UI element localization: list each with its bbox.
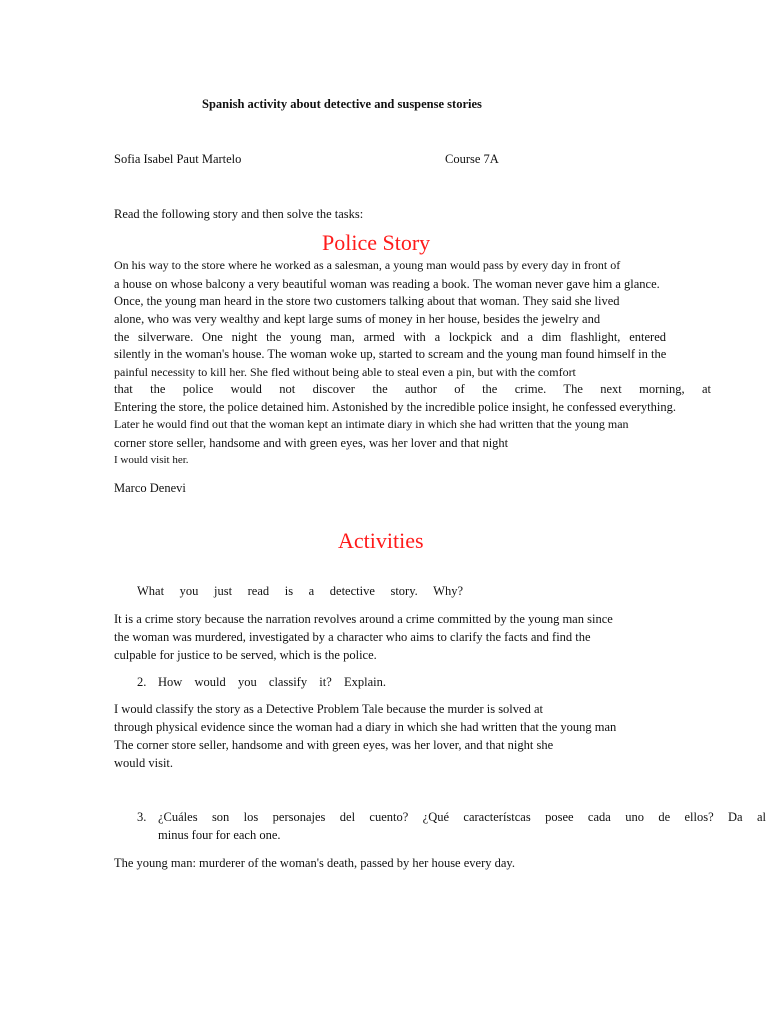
activities-heading: Activities (338, 528, 424, 553)
document-title: Spanish activity about detective and suspense stories (202, 97, 482, 111)
question-1: What you just read is a detective story. Why? (137, 584, 463, 598)
answer-line: The corner store seller, handsome and with green eyes, was her lover, and that night she (114, 738, 554, 752)
story-line: Later he would find out that the woman kept an intimate diary in which she had written that the young man (114, 417, 629, 431)
question-2-number: 2. (137, 675, 147, 689)
story-line: the silverware. One night the young man, armed with a lockpick and a dim flashlight, entered (114, 330, 666, 344)
student-name: Sofia Isabel Paut Martelo (114, 152, 242, 166)
question-3-continued: minus four for each one. (158, 828, 281, 842)
course-label: Course 7A (445, 152, 499, 166)
story-line: silently in the woman's house. The woman woke up, started to scream and the young man found himself in the (114, 347, 667, 361)
answer-line: would visit. (114, 756, 174, 770)
answer-line: I would classify the story as a Detective Problem Tale because the murder is solved at (114, 702, 543, 716)
story-line: Entering the store, the police detained him. Astonished by the incredible police insight, he confessed everything. (114, 400, 677, 414)
story-line: I would visit her. (114, 454, 189, 466)
story-title: Police Story (322, 230, 431, 255)
instructions: Read the following story and then solve the tasks: (114, 207, 364, 221)
story-line: that the police would not discover the author of the crime. The next morning, at (114, 382, 711, 396)
question-3-number: 3. (137, 810, 147, 824)
answer-line: It is a crime story because the narration revolves around a crime committed by the young man since (114, 612, 613, 626)
story-line: On his way to the store where he worked as a salesman, a young man would pass by every day in front of (114, 258, 621, 272)
question-3: ¿Cuáles son los personajes del cuento? ¿Qué característcas posee cada uno de ellos? Da al (158, 810, 766, 824)
story-line: corner store seller, handsome and with green eyes, was her lover and that night (114, 436, 509, 450)
answer-line: the woman was murdered, investigated by a character who aims to clarify the facts and find the (114, 630, 591, 644)
answer-line: through physical evidence since the woman had a diary in which she had written that the young man (114, 720, 617, 734)
question-2: How would you classify it? Explain. (158, 675, 386, 689)
story-line: a house on whose balcony a very beautiful woman was reading a book. The woman never gave him a glance. (114, 277, 660, 291)
story-line: painful necessity to kill her. She fled without being able to steal even a pin, but with the comfort (114, 365, 576, 379)
answer-line: culpable for justice to be served, which is the police. (114, 648, 377, 662)
story-line: Once, the young man heard in the store two customers talking about that woman. They said she lived (114, 294, 620, 308)
answer-3: The young man: murderer of the woman's death, passed by her house every day. (114, 856, 515, 870)
story-line: alone, who was very wealthy and kept large sums of money in her house, besides the jewelry and (114, 312, 601, 326)
story-author: Marco Denevi (114, 481, 186, 495)
